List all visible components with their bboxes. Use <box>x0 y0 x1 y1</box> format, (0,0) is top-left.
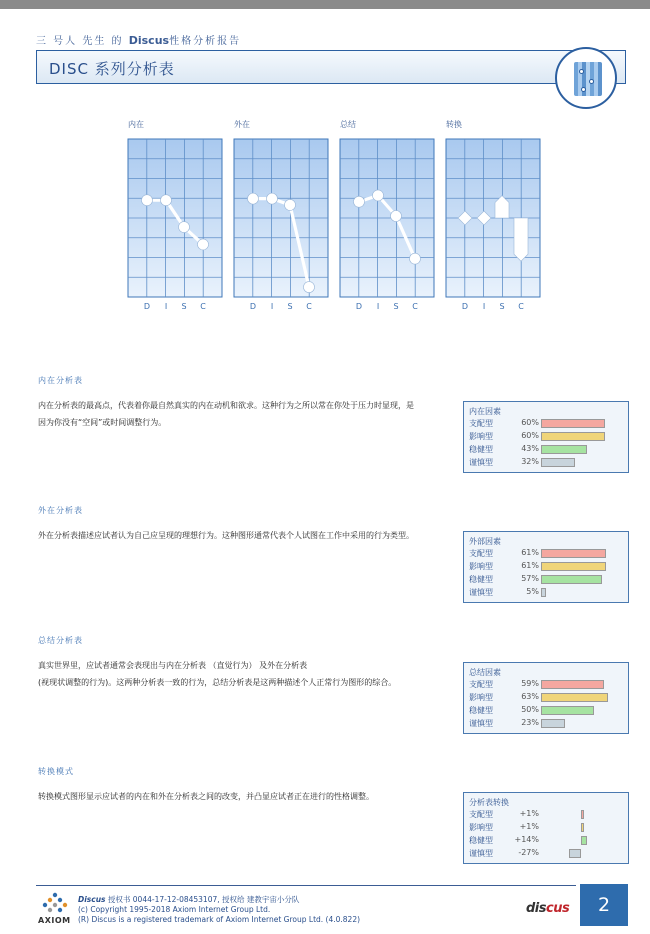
factor-label: 谨慎型 <box>469 458 493 467</box>
report-header <box>36 32 241 47</box>
data-point <box>179 222 190 233</box>
data-point <box>285 199 296 210</box>
data-point <box>391 211 402 222</box>
axis-letter: D <box>249 302 257 311</box>
section-title: 内在分析表 <box>38 376 83 385</box>
factor-row <box>469 444 625 456</box>
factor-bar <box>541 575 602 584</box>
factor-row <box>469 561 625 573</box>
axiom-logo <box>38 892 72 928</box>
disc-logo-icon <box>555 47 617 109</box>
factor-label: 影响型 <box>469 823 493 832</box>
factor-box <box>463 662 629 734</box>
footer-license: 授权书 0044-17-12-08453107, 授权给 建教宇宙小分队 <box>105 895 300 904</box>
axis-letter: S <box>393 302 399 311</box>
section-title: 外在分析表 <box>38 506 83 515</box>
section-title: 转换模式 <box>38 767 74 776</box>
factor-row <box>469 848 625 860</box>
factor-label: 支配型 <box>469 419 493 428</box>
data-point <box>304 282 315 293</box>
factor-row <box>469 431 625 443</box>
factor-bar <box>541 562 606 571</box>
data-point <box>354 196 365 207</box>
title-box <box>36 50 626 84</box>
factor-label: 谨慎型 <box>469 849 493 858</box>
factor-row <box>469 574 625 586</box>
factor-row <box>469 548 625 560</box>
factor-row <box>469 679 625 691</box>
disc-chart <box>340 139 434 315</box>
factor-label: 稳健型 <box>469 445 493 454</box>
factor-label: 支配型 <box>469 810 493 819</box>
factor-value: 63% <box>521 692 539 701</box>
factor-bar <box>541 445 587 454</box>
section-text-line: 因为你没有“空间”或时间调整行为。 <box>38 418 167 427</box>
page-title: DISC 系列分析表 <box>49 60 175 78</box>
factor-label: 影响型 <box>469 693 493 702</box>
disc-chart <box>234 139 328 315</box>
factor-bar <box>541 719 565 728</box>
factor-box-title: 外部因素 <box>469 537 501 546</box>
data-point <box>410 253 421 264</box>
section-text <box>38 397 414 431</box>
factor-box <box>463 531 629 603</box>
factor-value: +14% <box>514 835 539 844</box>
factor-row <box>469 809 625 821</box>
section-text-line: 转换模式图形显示应试者的内在和外在分析表之间的改变，并凸显应试者正在进行的性格调整。 <box>38 792 374 801</box>
axis-letter: C <box>200 302 206 311</box>
factor-label: 影响型 <box>469 562 493 571</box>
factor-label: 稳健型 <box>469 836 493 845</box>
factor-bar <box>569 849 581 858</box>
data-point <box>161 195 172 206</box>
axis-letter: I <box>376 302 380 311</box>
axis-letter: C <box>412 302 418 311</box>
chart-label: 内在 <box>128 120 144 129</box>
factor-value: 59% <box>521 679 539 688</box>
axiom-dots-icon <box>38 892 72 916</box>
factor-row <box>469 705 625 717</box>
data-point <box>142 195 153 206</box>
factor-bar <box>541 706 594 715</box>
report-prefix: 三 号人 先生 的 <box>36 36 129 47</box>
section-text <box>38 788 374 805</box>
factor-value: 32% <box>521 457 539 466</box>
factor-value: 50% <box>521 705 539 714</box>
factor-row <box>469 692 625 704</box>
discus-logo-a: dis <box>526 901 546 916</box>
section-text-line: (视现状调整的行为)。这两种分析表一致的行为，总结分析表是这两种描述个人正常行为图形的综合。 <box>38 678 397 687</box>
factor-label: 稳健型 <box>469 575 493 584</box>
data-point <box>373 190 384 201</box>
factor-row <box>469 457 625 469</box>
factor-value: 60% <box>521 431 539 440</box>
axis-letter: I <box>482 302 486 311</box>
axis-letter: C <box>518 302 524 311</box>
section-text <box>38 657 396 691</box>
factor-box-title: 内在因素 <box>469 407 501 416</box>
factor-value: 60% <box>521 418 539 427</box>
factor-bar <box>581 810 584 819</box>
factor-row <box>469 835 625 847</box>
axis-letter: S <box>499 302 505 311</box>
disc-chart <box>128 139 222 315</box>
chart-label: 总结 <box>340 120 356 129</box>
factor-value: 43% <box>521 444 539 453</box>
factor-value: 57% <box>521 574 539 583</box>
report-suffix: 性格分析报告 <box>169 36 242 47</box>
factor-value: 23% <box>521 718 539 727</box>
factor-row <box>469 822 625 834</box>
factor-row <box>469 418 625 430</box>
section-title: 总结分析表 <box>38 636 83 645</box>
top-bar <box>0 0 650 9</box>
disc-chart <box>446 139 540 315</box>
factor-label: 支配型 <box>469 549 493 558</box>
section-text <box>38 527 414 544</box>
discus-logo-b: cus <box>546 901 570 916</box>
factor-row <box>469 718 625 730</box>
factor-box <box>463 792 629 864</box>
factor-box-title: 分析表转换 <box>469 798 509 807</box>
footer-copyright: (c) Copyright 1995-2018 Axiom Internet Group Ltd. <box>78 905 271 914</box>
axis-letter: D <box>461 302 469 311</box>
axis-letter: I <box>270 302 274 311</box>
axis-letter: I <box>164 302 168 311</box>
section-text-line: 外在分析表描述应试者认为自己应呈现的理想行为。这种图形通常代表个人试图在工作中采用的行为类型。 <box>38 531 414 540</box>
factor-label: 支配型 <box>469 680 493 689</box>
factor-box-title: 总结因素 <box>469 668 501 677</box>
factor-bar <box>581 836 587 845</box>
factor-bar <box>541 458 575 467</box>
factor-value: +1% <box>519 809 539 818</box>
axis-letter: C <box>306 302 312 311</box>
chart-label: 转换 <box>446 120 462 129</box>
factor-bar <box>581 823 584 832</box>
factor-label: 影响型 <box>469 432 493 441</box>
factor-bar <box>541 588 546 597</box>
data-point <box>198 239 209 250</box>
axiom-wordmark: AXIOM <box>38 916 71 925</box>
axis-letter: S <box>287 302 293 311</box>
factor-bar <box>541 549 606 558</box>
factor-value: 5% <box>526 587 539 596</box>
factor-label: 谨慎型 <box>469 719 493 728</box>
footer-divider <box>36 885 576 886</box>
axis-letter: S <box>181 302 187 311</box>
footer-trademark: (R) Discus is a registered trademark of Axiom Internet Group Ltd. (4.0.822) <box>78 915 361 924</box>
data-point <box>248 193 259 204</box>
factor-value: 61% <box>521 561 539 570</box>
axis-letter: D <box>143 302 151 311</box>
data-point <box>267 193 278 204</box>
factor-label: 稳健型 <box>469 706 493 715</box>
shift-mark <box>514 218 528 261</box>
section-text-line: 内在分析表的最高点，代表着你最自然真实的内在动机和欲求。这种行为之所以常在你处于压力时显现，是 <box>38 401 414 410</box>
chart-label: 外在 <box>234 120 250 129</box>
footer-brand: Discus <box>78 895 106 904</box>
axis-letter: D <box>355 302 363 311</box>
factor-value: +1% <box>519 822 539 831</box>
footer-text <box>78 895 360 925</box>
factor-bar <box>541 680 604 689</box>
factor-box <box>463 401 629 473</box>
discus-logo <box>526 901 569 916</box>
factor-row <box>469 587 625 599</box>
factor-bar <box>541 432 605 441</box>
page-number: 2 <box>580 884 628 926</box>
factor-value: 61% <box>521 548 539 557</box>
factor-bar <box>541 693 608 702</box>
factor-bar <box>541 419 605 428</box>
report-brand: Discus <box>128 34 170 47</box>
factor-label: 谨慎型 <box>469 588 493 597</box>
section-text-line: 真实世界里，应试者通常会表现出与内在分析表 （直觉行为） 及外在分析表 <box>38 661 308 670</box>
factor-value: -27% <box>518 848 539 857</box>
